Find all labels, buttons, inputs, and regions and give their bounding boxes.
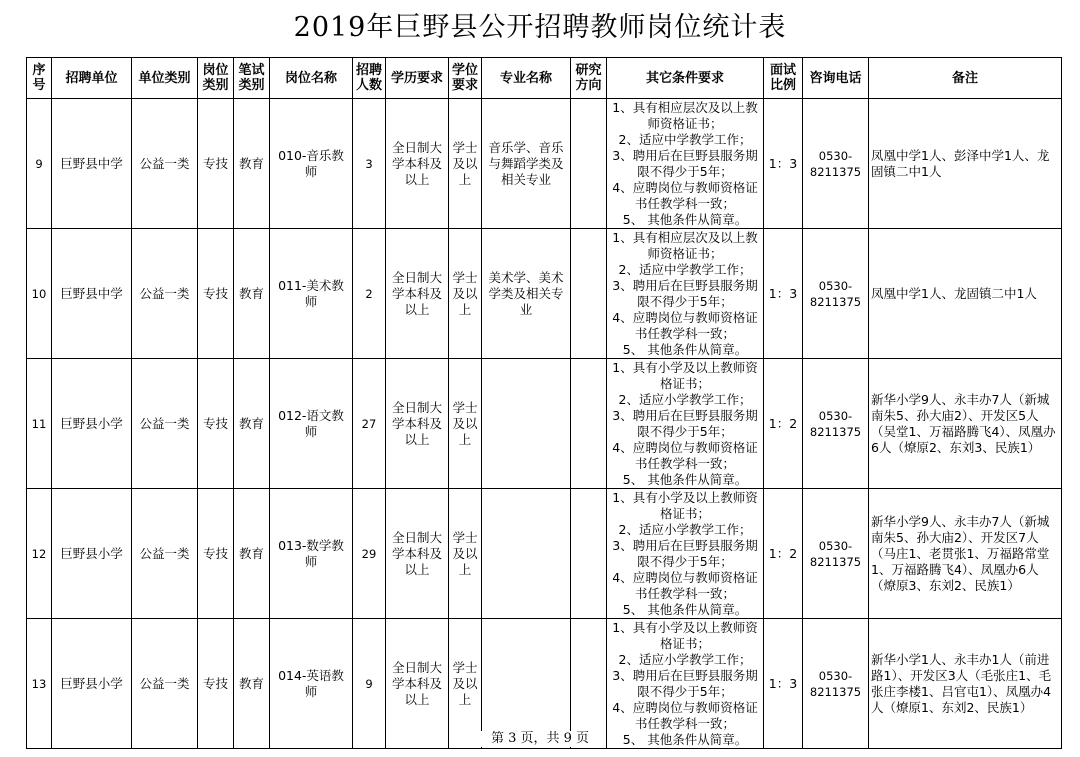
requirement-line: 3、聘用后在巨野县服务期限不得少于5年； xyxy=(612,537,758,569)
requirement-line: 4、应聘岗位与教师资格证书任教学科一致； xyxy=(612,309,758,341)
requirement-line: 3、聘用后在巨野县服务期限不得少于5年； xyxy=(612,147,758,179)
row-no: 9 xyxy=(27,99,52,229)
header-ratio: 面试比例 xyxy=(764,58,803,99)
row-count: 27 xyxy=(353,359,386,489)
row-requirements xyxy=(607,229,764,359)
row-major xyxy=(482,359,571,489)
row-ratio: 1：3 xyxy=(764,99,803,229)
row-exam-type: 教育 xyxy=(234,229,270,359)
row-note: 凤凰中学1人、龙固镇二中1人 xyxy=(869,229,1062,359)
row-exam-type: 教育 xyxy=(234,99,270,229)
row-education: 全日制大学本科及以上 xyxy=(386,99,449,229)
row-ratio: 1：3 xyxy=(764,229,803,359)
page-title: 2019年巨野县公开招聘教师岗位统计表 xyxy=(293,12,787,43)
row-unit: 巨野县中学 xyxy=(52,99,132,229)
row-unit-type: 公益一类 xyxy=(132,489,198,619)
row-no: 13 xyxy=(27,619,52,749)
row-exam-type: 教育 xyxy=(234,489,270,619)
requirement-line: 1、具有小学及以上教师资格证书； xyxy=(612,619,758,651)
requirement-line: 4、应聘岗位与教师资格证书任教学科一致； xyxy=(612,699,758,731)
row-degree: 学士及以上 xyxy=(449,359,482,489)
row-requirements xyxy=(607,619,764,749)
row-major: 音乐学、音乐与舞蹈学类及相关专业 xyxy=(482,99,571,229)
row-degree: 学士及以上 xyxy=(449,619,482,749)
row-direction xyxy=(571,489,607,619)
row-unit: 巨野县小学 xyxy=(52,489,132,619)
table-row xyxy=(27,359,1062,489)
header-count: 招聘人数 xyxy=(353,58,386,99)
row-degree: 学士及以上 xyxy=(449,489,482,619)
table-row xyxy=(27,619,1062,749)
row-note: 新华小学9人、永丰办7人（新城南朱5、孙大庙2）、开发区5人（吴堂1、万福路腾飞4）、凤凰办6人（燎原2、东刘3、民族1） xyxy=(869,359,1062,489)
row-direction xyxy=(571,619,607,749)
requirement-line: 5、 其他条件从简章。 xyxy=(622,471,748,487)
row-major xyxy=(482,489,571,619)
header-education: 学历要求 xyxy=(386,58,449,99)
row-ratio: 1：3 xyxy=(764,619,803,749)
row-post-name: 010-音乐教师 xyxy=(270,99,353,229)
row-direction xyxy=(571,99,607,229)
header-unit: 招聘单位 xyxy=(52,58,132,99)
row-education: 全日制大学本科及以上 xyxy=(386,359,449,489)
requirement-line: 3、聘用后在巨野县服务期限不得少于5年； xyxy=(612,407,758,439)
row-unit: 巨野县小学 xyxy=(52,619,132,749)
row-requirements xyxy=(607,489,764,619)
row-phone: 0530-8211375 xyxy=(803,229,869,359)
row-unit-type: 公益一类 xyxy=(132,359,198,489)
table-row xyxy=(27,229,1062,359)
row-count: 3 xyxy=(353,99,386,229)
header-no: 序号 xyxy=(27,58,52,99)
row-phone: 0530-8211375 xyxy=(803,619,869,749)
requirement-line: 4、应聘岗位与教师资格证书任教学科一致； xyxy=(612,569,758,601)
row-post-type: 专技 xyxy=(198,229,234,359)
header-note: 备注 xyxy=(869,58,1062,99)
requirement-line: 2、适应小学教学工作； xyxy=(618,651,752,667)
row-count: 9 xyxy=(353,619,386,749)
page-footer: 第 3 页，共 9 页 xyxy=(480,731,600,747)
row-no: 10 xyxy=(27,229,52,359)
row-post-type: 专技 xyxy=(198,489,234,619)
row-ratio: 1：2 xyxy=(764,489,803,619)
row-direction xyxy=(571,359,607,489)
requirement-line: 5、 其他条件从简章。 xyxy=(622,341,748,357)
header-requirements: 其它条件要求 xyxy=(607,58,764,99)
row-post-type: 专技 xyxy=(198,619,234,749)
row-post-name: 011-美术教师 xyxy=(270,229,353,359)
requirement-line: 3、聘用后在巨野县服务期限不得少于5年； xyxy=(612,667,758,699)
row-education: 全日制大学本科及以上 xyxy=(386,619,449,749)
row-post-name: 014-英语教师 xyxy=(270,619,353,749)
row-unit-type: 公益一类 xyxy=(132,619,198,749)
requirement-line: 2、适应小学教学工作； xyxy=(618,391,752,407)
header-post-type: 岗位类别 xyxy=(198,58,234,99)
table-row xyxy=(27,99,1062,229)
row-requirements xyxy=(607,359,764,489)
header-major: 专业名称 xyxy=(482,58,571,99)
row-no: 11 xyxy=(27,359,52,489)
row-post-type: 专技 xyxy=(198,359,234,489)
row-ratio: 1：2 xyxy=(764,359,803,489)
row-phone: 0530-8211375 xyxy=(803,359,869,489)
recruitment-table xyxy=(26,57,1062,749)
row-note: 凤凰中学1人、彭泽中学1人、龙固镇二中1人 xyxy=(869,99,1062,229)
requirement-line: 1、具有小学及以上教师资格证书； xyxy=(612,359,758,391)
row-unit-type: 公益一类 xyxy=(132,99,198,229)
header-post-name: 岗位名称 xyxy=(270,58,353,99)
header-direction: 研究方向 xyxy=(571,58,607,99)
requirement-line: 5、 其他条件从简章。 xyxy=(622,731,748,747)
row-unit: 巨野县小学 xyxy=(52,359,132,489)
header-unit-type: 单位类别 xyxy=(132,58,198,99)
requirement-line: 5、 其他条件从简章。 xyxy=(622,601,748,617)
requirement-line: 4、应聘岗位与教师资格证书任教学科一致； xyxy=(612,179,758,211)
row-degree: 学士及以上 xyxy=(449,229,482,359)
row-phone: 0530-8211375 xyxy=(803,99,869,229)
header-phone: 咨询电话 xyxy=(803,58,869,99)
row-no: 12 xyxy=(27,489,52,619)
requirement-line: 2、适应中学教学工作； xyxy=(618,261,752,277)
header-exam-type: 笔试类别 xyxy=(234,58,270,99)
requirement-line: 3、聘用后在巨野县服务期限不得少于5年； xyxy=(612,277,758,309)
row-count: 2 xyxy=(353,229,386,359)
row-unit-type: 公益一类 xyxy=(132,229,198,359)
row-post-type: 专技 xyxy=(198,99,234,229)
row-direction xyxy=(571,229,607,359)
row-degree: 学士及以上 xyxy=(449,99,482,229)
requirement-line: 5、 其他条件从简章。 xyxy=(622,211,748,227)
requirement-line: 2、适应中学教学工作； xyxy=(618,131,752,147)
row-major xyxy=(482,619,571,749)
row-education: 全日制大学本科及以上 xyxy=(386,489,449,619)
row-major: 美术学、美术学类及相关专业 xyxy=(482,229,571,359)
row-education: 全日制大学本科及以上 xyxy=(386,229,449,359)
row-exam-type: 教育 xyxy=(234,619,270,749)
requirement-line: 1、具有相应层次及以上教师资格证书； xyxy=(612,229,758,261)
header-degree: 学位要求 xyxy=(449,58,482,99)
requirement-line: 1、具有相应层次及以上教师资格证书； xyxy=(612,99,758,131)
requirement-line: 1、具有小学及以上教师资格证书； xyxy=(612,489,758,521)
row-phone: 0530-8211375 xyxy=(803,489,869,619)
row-count: 29 xyxy=(353,489,386,619)
row-post-name: 013-数学教师 xyxy=(270,489,353,619)
row-exam-type: 教育 xyxy=(234,359,270,489)
row-note: 新华小学9人、永丰办7人（新城南朱5、孙大庙2）、开发区7人（马庄1、老贯张1、万福路常堂1、万福路腾飞4）、凤凰办6人（燎原3、东刘2、民族1） xyxy=(869,489,1062,619)
row-requirements xyxy=(607,99,764,229)
row-note: 新华小学1人、永丰办1人（前进路1）、开发区3人（毛张庄1、毛张庄李楼1、吕官屯1）、凤凰办4人（燎原1、东刘2、民族1） xyxy=(869,619,1062,749)
requirement-line: 4、应聘岗位与教师资格证书任教学科一致； xyxy=(612,439,758,471)
row-unit: 巨野县中学 xyxy=(52,229,132,359)
row-post-name: 012-语文教师 xyxy=(270,359,353,489)
requirement-line: 2、适应小学教学工作； xyxy=(618,521,752,537)
table-row xyxy=(27,489,1062,619)
table-header-row xyxy=(27,58,1062,99)
